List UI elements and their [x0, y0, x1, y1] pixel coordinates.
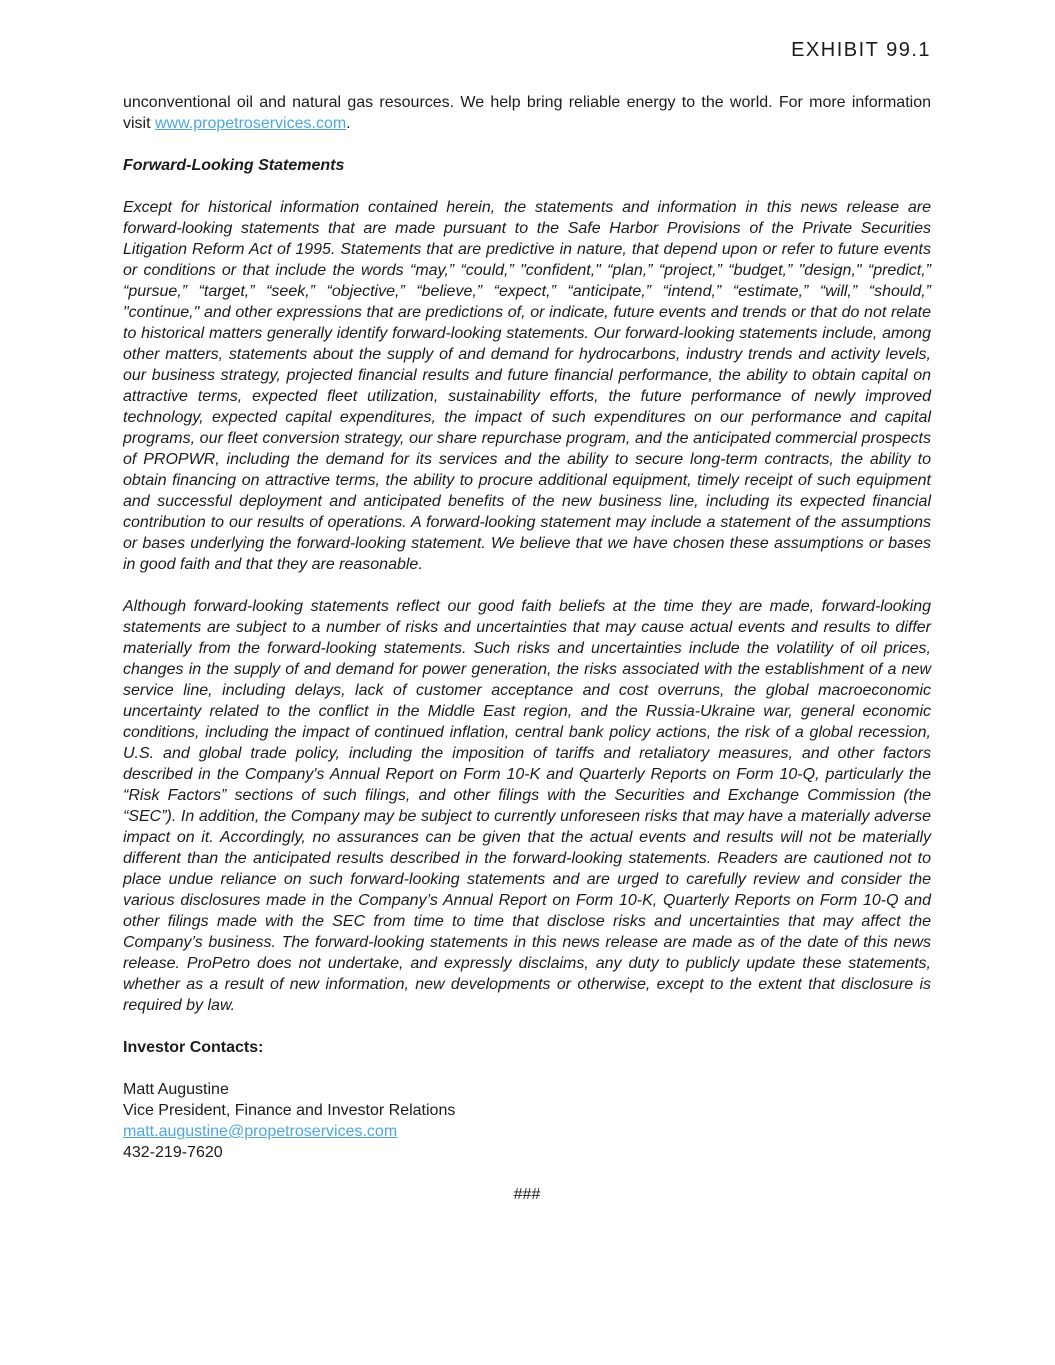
forward-looking-statements-heading: Forward-Looking Statements [123, 157, 345, 174]
contact-block [123, 1079, 931, 1163]
investor-contacts-heading: Investor Contacts: [123, 1039, 264, 1056]
intro-paragraph [123, 92, 931, 134]
contact-name: Matt Augustine [123, 1081, 229, 1098]
website-link[interactable]: www.propetroservices.com [155, 115, 347, 132]
contact-email-link[interactable]: matt.augustine@propetroservices.com [123, 1123, 398, 1140]
end-mark: ### [513, 1186, 541, 1203]
exhibit-label: EXHIBIT 99.1 [791, 39, 931, 61]
intro-text-before-link: unconventional oil and natural gas resources. We help bring reliable energy to the world. For more information visit [123, 94, 931, 132]
contact-title: Vice President, Finance and Investor Relations [123, 1102, 456, 1119]
forward-looking-paragraph-1: Except for historical information contained herein, the statements and information in this news release are forward-looking statements that are made pursuant to the Safe Harbor Provisions of the Private Securities Litigation Reform Act of 1995. Statements that are predictive in nature, that depend upon or refer to future events or conditions or that include the words “may,” “could,” "confident," “plan,” “project,” “budget,” "design," “predict,” “pursue,” “target,” “seek,” “objective,” “believe,” “expect,” “anticipate,” “intend,” “estimate,” “will,” “should,” "continue," and other expressions that are predictions of, or indicate, future events and trends or that do not relate to historical matters generally identify forward-looking statements. Our forward-looking statements include, among other matters, statements about the supply of and demand for hydrocarbons, industry trends and activity levels, our business strategy, projected financial results and future financial performance, the ability to obtain capital on attractive terms, expected fleet utilization, sustainability efforts, the future performance of newly improved technology, expected capital expenditures, the impact of such expenditures on our performance and capital programs, our fleet conversion strategy, our share repurchase program, and the anticipated commercial prospects of PROPWR, including the demand for its services and the ability to secure long-term contracts, the ability to obtain financing on attractive terms, the ability to procure additional equipment, timely receipt of such equipment and successful deployment and anticipated benefits of the new business line, including its expected financial contribution to our results of operations. A forward-looking statement may include a statement of the assumptions or bases underlying the forward-looking statement. We believe that we have chosen these assumptions or bases in good faith and that they are reasonable. [123, 199, 931, 573]
forward-looking-paragraph-2: Although forward-looking statements reflect our good faith beliefs at the time they are made, forward-looking statements are subject to a number of risks and uncertainties that may cause actual events and results to differ materially from the forward-looking statements. Such risks and uncertainties include the volatility of oil prices, changes in the supply of and demand for power generation, the risks associated with the establishment of a new service line, including delays, lack of customer acceptance and cost overruns, the global macroeconomic uncertainty related to the conflict in the Middle East region, and the Russia-Ukraine war, general economic conditions, including the impact of continued inflation, central bank policy actions, the risk of a global recession, U.S. and global trade policy, including the imposition of tariffs and retaliatory measures, and other factors described in the Company's Annual Report on Form 10-K and Quarterly Reports on Form 10-Q, particularly the “Risk Factors” sections of such filings, and other filings with the Securities and Exchange Commission (the “SEC”). In addition, the Company may be subject to currently unforeseen risks that may have a materially adverse impact on it. Accordingly, no assurances can be given that the actual events and results will not be materially different than the anticipated results described in the forward-looking statements. Readers are cautioned not to place undue reliance on such forward-looking statements and are urged to carefully review and consider the various disclosures made in the Company’s Annual Report on Form 10-K, Quarterly Reports on Form 10-Q and other filings made with the SEC from time to time that disclose risks and uncertainties that may affect the Company’s business. The forward-looking statements in this news release are made as of the date of this news release. ProPetro does not undertake, and expressly disclaims, any duty to publicly update these statements, whether as a result of new information, new developments or otherwise, except to the extent that disclosure is required by law. [123, 598, 931, 1014]
contact-phone: 432-219-7620 [123, 1144, 223, 1161]
intro-text-after-link: . [346, 115, 351, 132]
